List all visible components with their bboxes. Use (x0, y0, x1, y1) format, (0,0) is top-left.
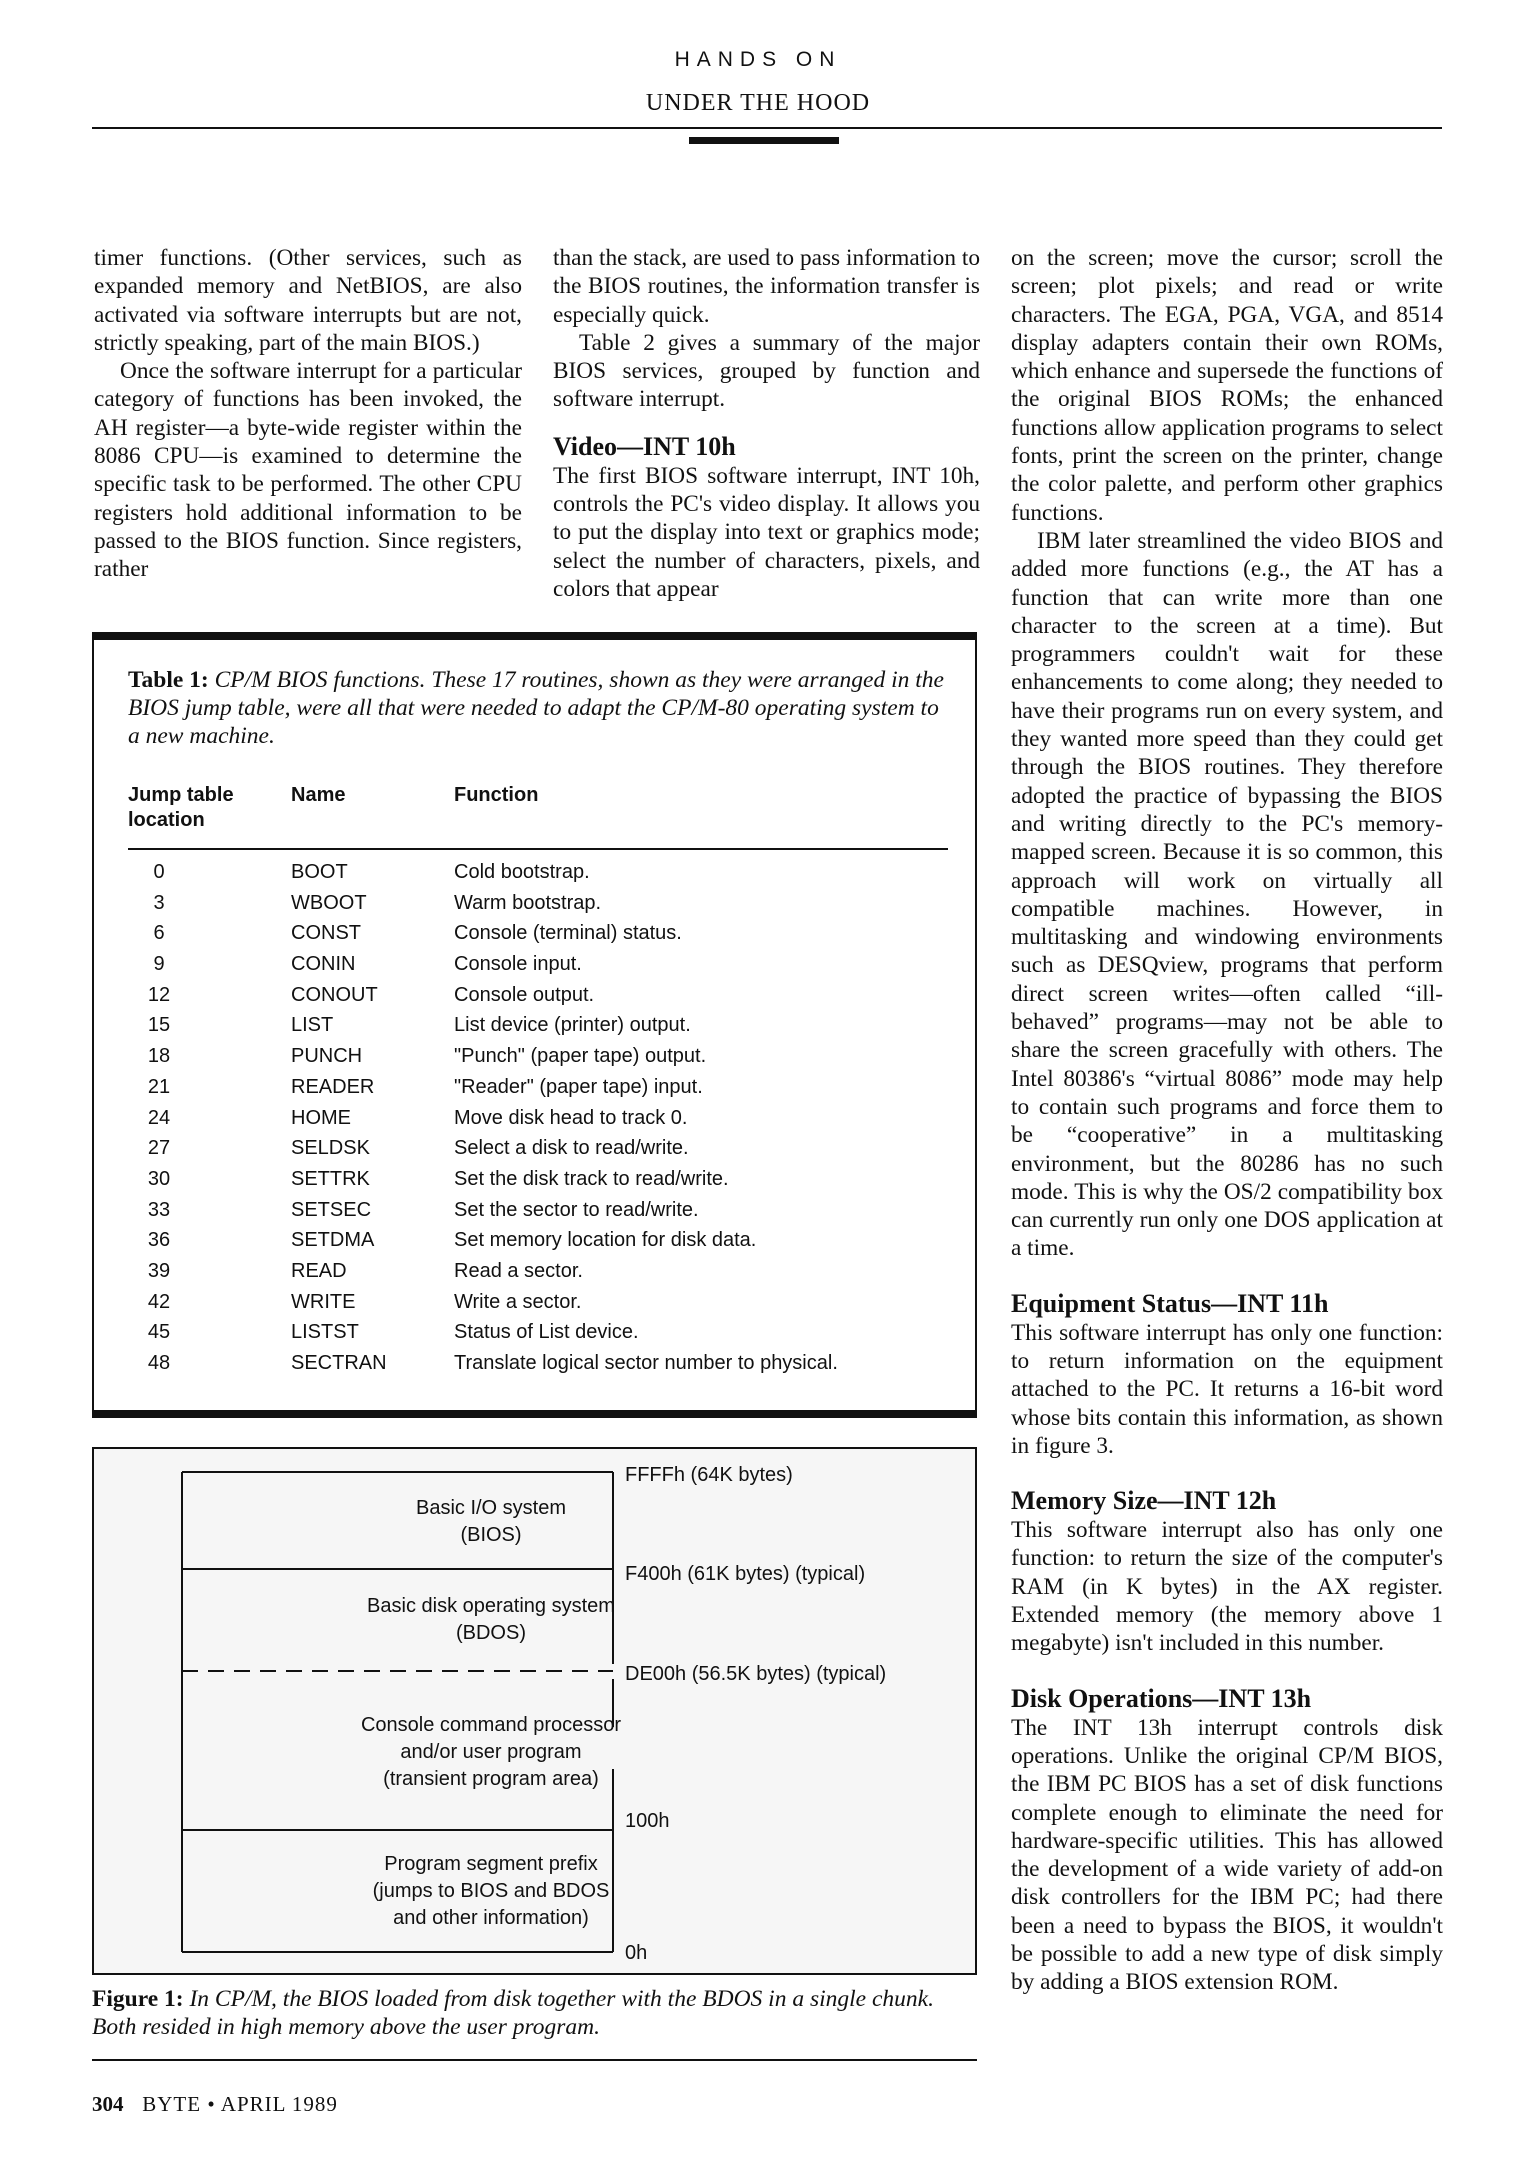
routine-function: Set the sector to read/write. (454, 1198, 699, 1221)
video-heading: Video—INT 10h (553, 431, 736, 461)
address-label: DE00h (56.5K bytes) (typical) (625, 1663, 887, 1685)
paragraph: The first BIOS software interrupt, INT 10h, controls the PC's video display. It allows you to put the display into text or graphics mode; select the number of characters, pixels, and colors that appear (553, 462, 980, 602)
routine-name: LIST (291, 1014, 334, 1037)
jump-location: 24 (147, 1106, 171, 1129)
routine-name: READ (291, 1259, 347, 1282)
table-row (128, 950, 948, 981)
footer-separator: • (207, 2092, 216, 2116)
routine-function: Set memory location for disk data. (454, 1229, 757, 1252)
paragraph: timer functions. (Other services, such as expanded memory and NetBIOS, are also activated via software interrupts but are not, strictly speaking, part of the main BIOS.) (94, 245, 522, 356)
figure-rule (92, 2059, 977, 2061)
routine-function: Status of List device. (454, 1321, 639, 1344)
table-row (128, 1196, 948, 1227)
routine-name: SETTRK (291, 1167, 370, 1190)
table-row (128, 1349, 948, 1380)
routine-function: "Punch" (paper tape) output. (454, 1045, 707, 1068)
table-row (128, 1073, 948, 1104)
jump-location: 36 (147, 1229, 171, 1252)
routine-function: "Reader" (paper tape) input. (454, 1075, 703, 1098)
jump-location: 0 (153, 861, 165, 883)
table-row (128, 1104, 948, 1135)
paragraph: IBM later streamlined the video BIOS and added more functions (e.g., the AT has a function that can write more than one character to the screen at a time). But programmers couldn't wait for these enhancements to come along; they needed to have their programs run on every system, and they wanted more speed than they could get through the BIOS routines. They therefore adopted the practice of bypassing the BIOS and writing directly to the PC's memory-mapped screen. Because it is so common, this approach will work on virtually all compatible machines. However, in multitasking and windowing environments such as DESQview, programs that perform direct screen writes—often called “ill-behaved” programs—may not be able to share the screen gracefully with others. The Intel 80386's “virtual 8086” mode may help to contain such programs and force them to be “cooperative” in a multitasking environment, but the 80286 has no such mode. This is why the OS/2 compatibility box can currently run only one DOS application at a time. (1011, 527, 1443, 1262)
jump-location: 6 (153, 922, 165, 945)
routine-name: WRITE (291, 1290, 356, 1313)
jump-location: 12 (147, 983, 171, 1006)
equipment-heading: Equipment Status—INT 11h (1011, 1288, 1329, 1318)
page-footer (92, 2092, 338, 2117)
routine-function: Read a sector. (454, 1259, 583, 1282)
paragraph: This software interrupt also has only one function: to return the size of the computer's RAM (in K bytes) in the AX register. Extended memory (the memory above 1 megabyte) isn't included in this number. (1011, 1517, 1443, 1657)
table-row (128, 1226, 948, 1257)
table-row (128, 1165, 948, 1196)
bdos-block: Basic disk operating system (BDOS) (367, 1595, 615, 1644)
jump-location: 21 (147, 1075, 171, 1098)
table-row (128, 919, 948, 950)
jump-location: 33 (147, 1198, 171, 1221)
routine-function: Console output. (454, 983, 595, 1006)
routine-name: READER (291, 1075, 375, 1098)
section-header: HANDS ON (674, 48, 842, 71)
psp-block: Program segment prefix (jumps to BIOS and BDOS and other information) (372, 1852, 610, 1929)
column-1 (94, 244, 522, 584)
jump-location: 45 (147, 1321, 171, 1344)
jump-location: 15 (147, 1014, 171, 1037)
table-1-caption-text: CP/M BIOS functions. These 17 routines, shown as they were arranged in the BIOS jump table, were all that were needed to adapt the CP/M-80 operating system to a new machine. (128, 667, 944, 749)
jump-location: 27 (147, 1137, 171, 1160)
routine-name: HOME (291, 1106, 351, 1129)
routine-function: Cold bootstrap. (454, 861, 590, 883)
routine-function: Console (terminal) status. (454, 922, 682, 945)
table-row (128, 1011, 948, 1042)
routine-name: CONIN (291, 953, 356, 976)
table-row (128, 889, 948, 920)
magazine-name: BYTE (142, 2092, 202, 2116)
table-row (128, 1134, 948, 1165)
figure-1-caption (92, 1985, 977, 2041)
routine-name: BOOT (291, 861, 348, 883)
paragraph: The INT 13h interrupt controls disk operations. Unlike the original CP/M BIOS, the IBM PC BIOS has a set of disk functions complete enough to eliminate the need for hardware-specific utilities. This has allowed the development of a wide variety of add-on disk controllers for the IBM PC; had there been a need to bypass the BIOS, it wouldn't be possible to add a new type of disk simply by adding a BIOS extension ROM. (1011, 1714, 1443, 1996)
jump-location: 9 (153, 953, 165, 976)
routine-function: Translate logical sector number to physical. (454, 1352, 838, 1374)
paragraph: than the stack, are used to pass information to the BIOS routines, the information transfer is especially quick. (553, 245, 980, 328)
paragraph: This software interrupt has only one function: to return information on the equipment attached to the PC. It returns a 16-bit word whose bits contain this information, as shown in figure 3. (1011, 1319, 1443, 1459)
figure-1 (92, 1447, 977, 1975)
table-header-rule (128, 848, 948, 850)
routine-name: LISTST (291, 1321, 359, 1344)
routine-name: SELDSK (291, 1137, 370, 1160)
table-top-rule (92, 632, 977, 640)
address-label: 100h (625, 1810, 670, 1832)
jump-location: 42 (147, 1290, 171, 1313)
routine-name: PUNCH (291, 1045, 363, 1068)
routine-name: CONST (291, 922, 361, 945)
jump-location: 39 (147, 1259, 171, 1282)
table-row (128, 1042, 948, 1073)
column-header-name: Name (291, 784, 346, 806)
header-rule (92, 127, 1442, 129)
routine-function: Select a disk to read/write. (454, 1137, 689, 1160)
column-header-location: Jump table location (128, 784, 234, 831)
column-header-function: Function (454, 784, 539, 806)
issue-date: APRIL 1989 (220, 2092, 338, 2116)
table-1-caption (128, 666, 948, 750)
routine-name: CONOUT (291, 983, 378, 1006)
table-row (128, 1318, 948, 1349)
jump-location: 48 (147, 1352, 171, 1374)
user-program-block: Console command processor and/or user program (transient program area) (360, 1713, 622, 1790)
subsection-header: UNDER THE HOOD (645, 90, 871, 116)
table-row (128, 858, 948, 889)
address-label: FFFFh (64K bytes) (625, 1464, 793, 1486)
jump-location: 30 (147, 1167, 171, 1190)
table-body (128, 858, 948, 1380)
routine-function: Console input. (454, 953, 582, 976)
paragraph: on the screen; move the cursor; scroll the screen; plot pixels; and read or write characters. The EGA, PGA, VGA, and 8514 display adapters contain their own ROMs, which enhance and supersede the functions of the original BIOS ROMs; the enhanced functions allow application programs to select fonts, print the screen on the printer, change the color palette, and perform other graphics functions. (1011, 245, 1443, 526)
routine-name: SETSEC (291, 1198, 372, 1221)
jump-location: 18 (147, 1045, 171, 1068)
routine-function: Move disk head to track 0. (454, 1106, 688, 1129)
routine-function: Set the disk track to read/write. (454, 1167, 729, 1190)
routine-name: SECTRAN (291, 1352, 387, 1374)
header-bar (689, 137, 839, 144)
table-row (128, 1288, 948, 1319)
jump-location: 3 (153, 891, 165, 914)
table-row (128, 981, 948, 1012)
table-1-label: Table 1: (128, 667, 209, 693)
figure-1-label: Figure 1: (92, 1986, 184, 2012)
routine-name: WBOOT (291, 891, 367, 914)
routine-function: Write a sector. (454, 1290, 582, 1313)
address-label: F400h (61K bytes) (typical) (625, 1563, 866, 1585)
column-2 (553, 244, 980, 603)
routine-function: Warm bootstrap. (454, 891, 602, 914)
address-label: 0h (625, 1942, 648, 1964)
routine-function: List device (printer) output. (454, 1014, 691, 1037)
disk-heading: Disk Operations—INT 13h (1011, 1683, 1312, 1713)
table-row (128, 1257, 948, 1288)
bios-block: Basic I/O system (BIOS) (415, 1496, 567, 1546)
table-bottom-rule (92, 1410, 977, 1418)
paragraph: Once the software interrupt for a particular category of functions has been invoked, the AH register—a byte-wide register within the 8086 CPU—is examined to determine the specific task to be performed. The other CPU registers hold additional information to be passed to the BIOS function. Since registers, rather (94, 358, 522, 583)
column-3 (1011, 244, 1443, 1997)
paragraph: Table 2 gives a summary of the major BIOS services, grouped by function and software interrupt. (553, 329, 980, 413)
memory-heading: Memory Size—INT 12h (1011, 1486, 1277, 1516)
routine-name: SETDMA (291, 1229, 375, 1252)
figure-1-caption-text: In CP/M, the BIOS loaded from disk together with the BDOS in a single chunk. Both resided in high memory above the user program. (92, 1986, 934, 2040)
page-number: 304 (92, 2092, 124, 2116)
